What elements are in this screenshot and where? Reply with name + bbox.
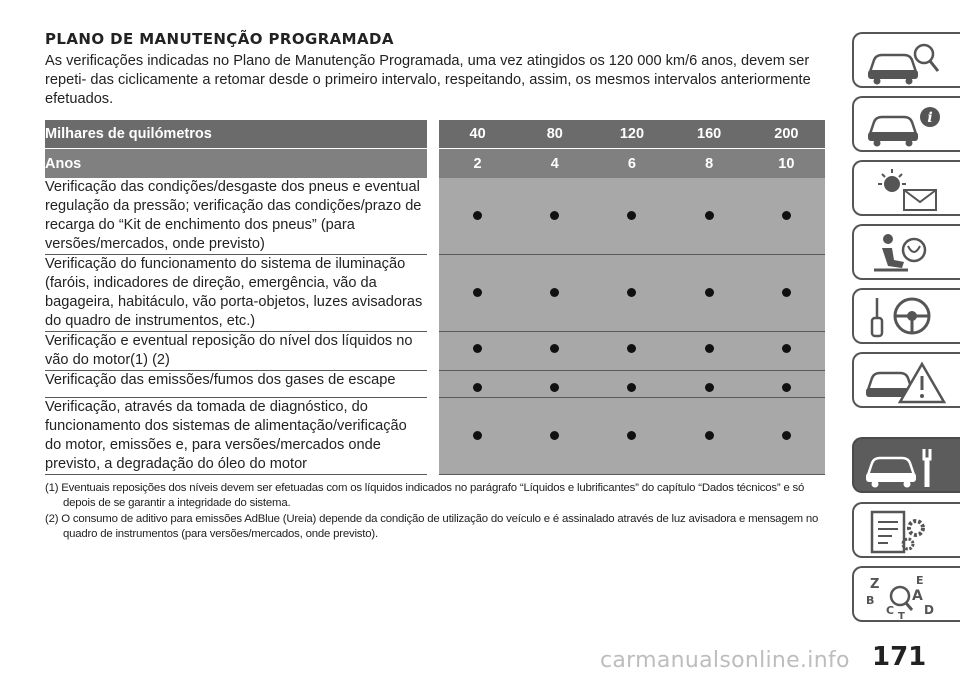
index-letter: A (912, 588, 923, 604)
interval-cell (593, 398, 670, 475)
index-letter: E (916, 574, 924, 587)
footnote: (2) O consumo de aditivo para emissões AdBlue (Ureia) depende da condição de utilização do veículo e é assinalado através de luz avisadora e mensagem no quadro de instrumentos (para versões/mercados, onde previsto). (45, 513, 819, 540)
check-dot-icon (473, 431, 482, 440)
page-content (45, 30, 825, 543)
svg-text:i: i (927, 110, 933, 126)
car-search-icon (864, 38, 950, 86)
check-dot-icon (705, 211, 714, 220)
interval-cell (439, 255, 516, 332)
check-dot-icon (782, 344, 791, 353)
maintenance-plan-table (45, 120, 825, 475)
check-dot-icon (473, 383, 482, 392)
tab-car-info[interactable] (852, 96, 960, 152)
footnote: (1) Eventuais reposições dos níveis devem ser efetuadas com os líquidos indicados no parágrafo “Líquidos e lubrificantes” do capítulo “Dados técnicos” e só depois de se garantir a integridade do sistema. (45, 482, 805, 509)
car-warning-triangle-icon (864, 358, 950, 406)
check-dot-icon (473, 211, 482, 220)
table-row (45, 332, 825, 371)
interval-cell (748, 255, 825, 332)
interval-cell (748, 398, 825, 475)
index-letter: B (866, 594, 875, 607)
years-header-label: Anos (45, 149, 427, 179)
watermark: carmanualsonline.info (600, 648, 850, 673)
tab-index[interactable] (852, 566, 960, 622)
row-description: Verificação do funcionamento do sistema de iluminação (faróis, indicadores de direção, emergência, vão da bagageira, habitáculo, vão porta-objetos, luzes avisadoras do quadro de instrumentos, etc.) (45, 255, 427, 332)
km-header-cell: 80 (516, 120, 593, 149)
years-header-row (45, 149, 825, 179)
index-letter: Z (870, 577, 880, 592)
tab-warning-lights[interactable] (852, 160, 960, 216)
interval-cell (439, 332, 516, 371)
interval-cell (516, 371, 593, 398)
table-row (45, 255, 825, 332)
km-header-row (45, 120, 825, 149)
years-header-cell: 10 (748, 149, 825, 179)
interval-cell (748, 371, 825, 398)
years-header-cell: 8 (671, 149, 748, 179)
tab-maintenance[interactable] (852, 437, 960, 493)
interval-cell (671, 332, 748, 371)
tab-starting-driving[interactable] (852, 288, 960, 344)
km-header-label: Milhares de quilómetros (45, 120, 427, 149)
interval-cell (516, 255, 593, 332)
years-header-cell: 6 (593, 149, 670, 179)
footnotes (45, 481, 825, 541)
row-description: Verificação das emissões/fumos dos gases de escape (45, 371, 427, 398)
check-dot-icon (627, 431, 636, 440)
tab-car-search[interactable] (852, 32, 960, 88)
interval-cell (671, 398, 748, 475)
car-wrench-icon (864, 443, 950, 491)
interval-cell (439, 398, 516, 475)
check-dot-icon (705, 383, 714, 392)
row-description: Verificação, através da tomada de diagnóstico, do funcionamento dos sistemas de alimentação/verificação do motor, emissões e, para versões/mercados onde previsto, a degradação do óleo do motor (45, 398, 427, 475)
check-dot-icon (627, 288, 636, 297)
interval-cell (748, 332, 825, 371)
check-dot-icon (782, 431, 791, 440)
interval-cell (516, 398, 593, 475)
check-dot-icon (627, 211, 636, 220)
check-dot-icon (627, 344, 636, 353)
interval-cell (748, 178, 825, 255)
interval-cell (593, 255, 670, 332)
check-dot-icon (627, 383, 636, 392)
row-description: Verificação das condições/desgaste dos pneus e eventual regulação da pressão; verificação das condições/prazo de recarga do “Kit de enchimento dos pneus” (para versões/mercados, onde previsto) (45, 178, 427, 255)
table-row (45, 178, 825, 255)
interval-cell (593, 371, 670, 398)
interval-cell (671, 255, 748, 332)
km-header-cell: 200 (748, 120, 825, 149)
check-dot-icon (782, 288, 791, 297)
warning-light-message-icon (864, 166, 950, 214)
check-dot-icon (782, 211, 791, 220)
table-row (45, 398, 825, 475)
seat-airbag-icon (864, 230, 950, 278)
interval-cell (516, 332, 593, 371)
document-gears-icon (864, 508, 950, 556)
check-dot-icon (550, 383, 559, 392)
page-number: 171 (872, 642, 927, 672)
check-dot-icon (550, 344, 559, 353)
years-header-cell: 2 (439, 149, 516, 179)
table-row (45, 371, 825, 398)
check-dot-icon (550, 431, 559, 440)
check-dot-icon (473, 344, 482, 353)
intro-paragraph: As verificações indicadas no Plano de Manutenção Programada, uma vez atingidos os 120 000 km/6 anos, devem ser repeti- das ciclicamente a retomar desde o primeiro intervalo, respeitando, assim, os mesmos intervalos anteriormente efetuados. (45, 53, 811, 107)
interval-cell (439, 371, 516, 398)
interval-cell (439, 178, 516, 255)
interval-cell (593, 332, 670, 371)
check-dot-icon (473, 288, 482, 297)
check-dot-icon (705, 344, 714, 353)
car-info-icon (864, 102, 950, 150)
alphabet-index-search-icon (864, 572, 950, 620)
tab-safety[interactable] (852, 224, 960, 280)
years-header-cell: 4 (516, 149, 593, 179)
check-dot-icon (782, 383, 791, 392)
page-title: PLANO DE MANUTENÇÃO PROGRAMADA (45, 30, 394, 48)
key-steering-wheel-icon (864, 294, 950, 342)
tab-emergency[interactable] (852, 352, 960, 408)
interval-cell (593, 178, 670, 255)
interval-cell (516, 178, 593, 255)
check-dot-icon (550, 211, 559, 220)
tab-technical-data[interactable] (852, 502, 960, 558)
index-letter: D (924, 603, 934, 617)
index-letter: C (886, 604, 895, 617)
interval-cell (671, 371, 748, 398)
km-header-cell: 160 (671, 120, 748, 149)
check-dot-icon (705, 431, 714, 440)
row-description: Verificação e eventual reposição do nível dos líquidos no vão do motor(1) (2) (45, 332, 427, 371)
km-header-cell: 40 (439, 120, 516, 149)
index-letter: T (898, 611, 905, 620)
interval-cell (671, 178, 748, 255)
check-dot-icon (705, 288, 714, 297)
check-dot-icon (550, 288, 559, 297)
km-header-cell: 120 (593, 120, 670, 149)
